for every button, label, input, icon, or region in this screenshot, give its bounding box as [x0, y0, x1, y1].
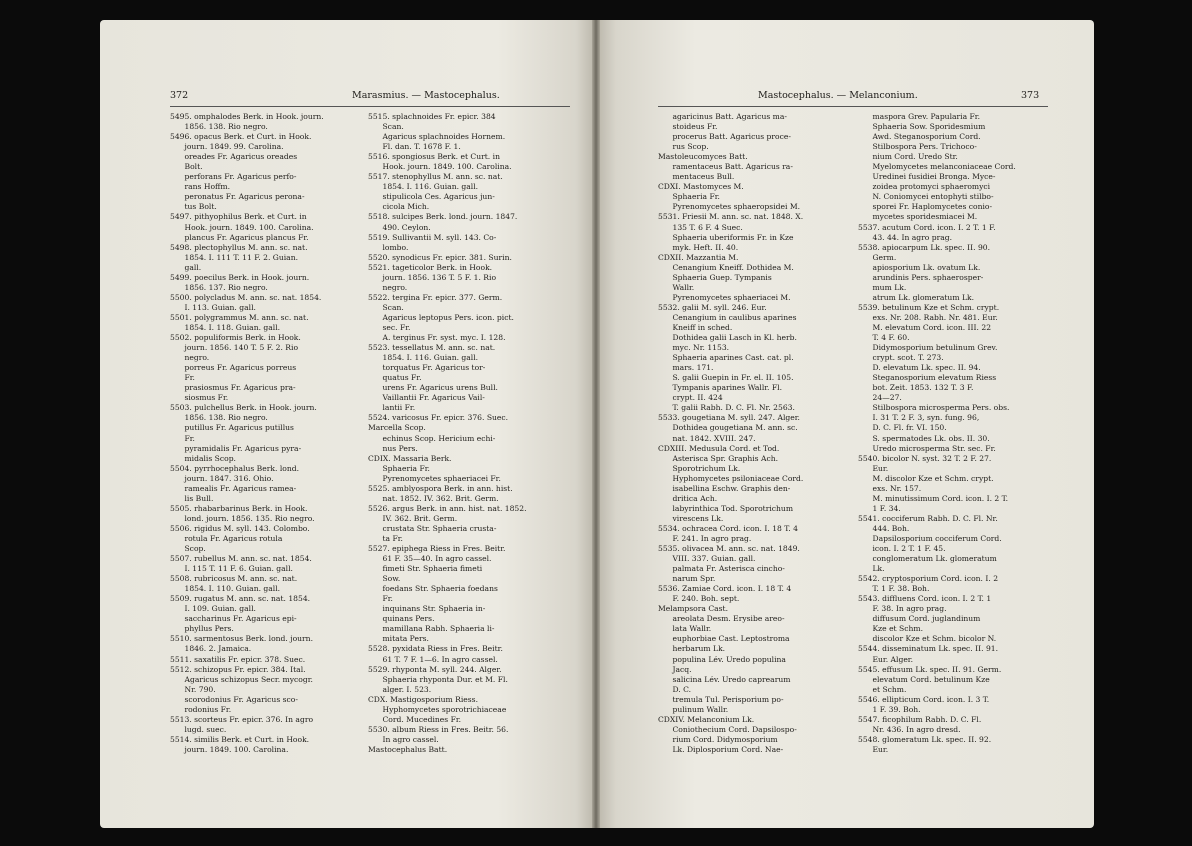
text-line: I. 115 T. 11 F. 6. Guian. gall.: [170, 564, 293, 574]
text-line: I. 31 T. 2 F. 3, syn. fung. 96,: [858, 413, 980, 423]
text-line: saccharinus Fr. Agaricus epi-: [170, 614, 297, 624]
text-line: CDXI. Mastomyces M.: [658, 182, 744, 192]
text-line: M. minutissimum Cord. icon. I. 2 T.: [858, 493, 1009, 503]
text-line: journ. 1856. 136 T. 5 F. 1. Rio: [368, 272, 497, 282]
text-line: Lk. Diplosporium Cord. Nae-: [658, 744, 784, 754]
text-line: In agro cassel.: [368, 734, 439, 744]
text-line: arundinis Pers. sphaerosper-: [858, 272, 984, 282]
text-line: 5498. plectophyllus M. ann. sc. nat.: [170, 242, 308, 252]
text-line: Mastoleucomyces Batt.: [658, 152, 748, 162]
text-line: mitata Pers.: [368, 634, 429, 644]
text-line: populina Lév. Uredo populina: [658, 654, 786, 664]
text-line: Sphaeria uberiformis Fr. in Kze: [658, 232, 794, 242]
text-line: narum Spr.: [658, 574, 716, 584]
text-line: 1854. I. 110. Guian. gall.: [170, 584, 281, 594]
text-line: S. spermatodes Lk. obs. II. 30.: [858, 433, 990, 443]
text-line: icon. I. 2 T. 1 F. 45.: [858, 544, 946, 554]
text-line: lugd. suec.: [170, 724, 227, 734]
text-line: Kze et Schm.: [858, 624, 923, 634]
text-line: 5537. acutum Cord. icon. I. 2 T. 1 F.: [858, 222, 996, 232]
text-line: crustata Str. Sphaeria crusta-: [368, 523, 497, 533]
text-line: Tympanis aparines Wallr. Fl.: [658, 383, 782, 393]
text-line: Cenangium Kneiff. Dothidea M.: [658, 262, 794, 272]
right-page-number: 373: [1021, 90, 1040, 101]
text-line: CDXII. Mazzantia M.: [658, 252, 739, 262]
right-column-1: [658, 112, 858, 755]
text-line: 5540. bicolor N. syst. 32 T. 2 F. 27.: [858, 453, 992, 463]
text-line: cicola Mich.: [368, 202, 430, 212]
text-line: tremula Tul. Perisporium po-: [658, 694, 784, 704]
text-line: tus Bolt.: [170, 202, 217, 212]
left-column-1: [170, 112, 370, 755]
text-line: Agaricus schizopus Secr. mycogr.: [170, 674, 313, 684]
right-column-2: [858, 112, 1063, 755]
text-line: T. 1 F. 38. Boh.: [858, 584, 930, 594]
right-page: [596, 20, 1094, 828]
text-line: 5517. stenophyllus M. ann. sc. nat.: [368, 172, 503, 182]
text-line: 1856. 138. Rio negro.: [170, 413, 268, 423]
text-line: crypt. scot. T. 273.: [858, 353, 944, 363]
text-line: Dothidea gougetiana M. ann. sc.: [658, 423, 798, 433]
text-line: Stilbospora Pers. Trichoco-: [858, 142, 977, 152]
text-line: 5506. rigidus M. syll. 143. Colombo.: [170, 523, 310, 533]
text-line: Cenangium in caulibus aparines: [658, 312, 797, 322]
text-line: nat. 1842. XVIII. 247.: [658, 433, 756, 443]
text-line: 490. Ceylon.: [368, 222, 431, 232]
text-line: nat. 1852. IV. 362. Brit. Germ.: [368, 493, 499, 503]
text-line: 5501. polygrammus M. ann. sc. nat.: [170, 312, 309, 322]
text-line: 5510. sarmentosus Berk. lond. journ.: [170, 634, 313, 644]
text-line: 1856. 138. Rio negro.: [170, 122, 268, 132]
text-line: 5528. pyxidata Riess in Fres. Beitr.: [368, 644, 503, 654]
text-line: crypt. II. 424: [658, 393, 723, 403]
text-line: journ. 1856. 140 T. 5 F. 2. Rio: [170, 343, 299, 353]
text-line: T. 4 F. 60.: [858, 333, 910, 343]
text-line: sporei Fr. Haplomycetes conio-: [858, 202, 993, 212]
text-line: 43. 44. In agro prag.: [858, 232, 953, 242]
text-line: 1854. I. 111 T. 11 F. 2. Guian.: [170, 252, 299, 262]
text-line: 5513. scorteus Fr. epicr. 376. In agro: [170, 714, 314, 724]
text-line: 1 F. 34.: [858, 503, 901, 513]
text-line: Pyrenomycetes sphaeriacei M.: [658, 292, 791, 302]
text-line: atrum Lk. glomeratum Lk.: [858, 292, 974, 302]
text-line: euphorbiae Cast. Leptostroma: [658, 634, 790, 644]
text-line: 5529. rhyponta M. syll. 244. Alger.: [368, 664, 502, 674]
text-line: F. 38. In agro prag.: [858, 604, 947, 614]
text-line: CDIX. Massaria Berk.: [368, 453, 452, 463]
text-line: nus Pers.: [368, 443, 418, 453]
text-line: Hook. journ. 1849. 100. Carolina.: [368, 162, 512, 172]
text-line: foedans Str. Sphaeria foedans: [368, 584, 498, 594]
text-line: Steganosporium elevatum Riess: [858, 373, 997, 383]
text-line: 5534. ochracea Cord. icon. I. 18 T. 4: [658, 523, 798, 533]
text-line: 5542. cryptosporium Cord. icon. I. 2: [858, 574, 999, 584]
text-line: stipulicola Ces. Agaricus jun-: [368, 192, 495, 202]
text-line: 5535. olivacea M. ann. sc. nat. 1849.: [658, 544, 800, 554]
text-line: Bolt.: [170, 162, 203, 172]
text-line: mycetes sporidesmiacei M.: [858, 212, 978, 222]
text-line: 1846. 2. Jamaica.: [170, 644, 252, 654]
text-line: 5514. similis Berk. et Curt. in Hook.: [170, 734, 310, 744]
text-line: T. galii Rabh. D. C. Fl. Nr. 2563.: [658, 403, 795, 413]
text-line: 5536. Zamiae Cord. icon. I. 18 T. 4: [658, 584, 792, 594]
text-line: oreades Fr. Agaricus oreades: [170, 152, 298, 162]
text-line: mum Lk.: [858, 282, 907, 292]
text-line: Nr. 790.: [170, 684, 216, 694]
text-line: 5509. rugatus M. ann. sc. nat. 1854.: [170, 594, 311, 604]
text-line: conglomeratum Lk. glomeratum: [858, 554, 997, 564]
text-line: 1854. I. 116. Guian. gall.: [368, 353, 479, 363]
text-line: 1854. I. 118. Guian. gall.: [170, 322, 281, 332]
text-line: Asterisca Spr. Graphis Ach.: [658, 453, 779, 463]
text-line: M. discolor Kze et Schm. crypt.: [858, 473, 994, 483]
text-line: Fr.: [170, 373, 195, 383]
text-line: et Schm.: [858, 684, 907, 694]
text-line: torquatus Fr. Agaricus tor-: [368, 363, 486, 373]
text-line: 5502. populiformis Berk. in Hook.: [170, 333, 301, 343]
text-line: 5519. Sullivantii M. syll. 143. Co-: [368, 232, 497, 242]
text-line: myc. Nr. 1153.: [658, 343, 730, 353]
text-line: quinans Pers.: [368, 614, 435, 624]
text-line: 61 F. 35—40. In agro cassel.: [368, 554, 492, 564]
text-line: exs. Nr. 208. Rabh. Nr. 481. Eur.: [858, 312, 998, 322]
text-line: Agaricus splachnoides Hornem.: [368, 132, 506, 142]
text-line: Lk.: [858, 564, 885, 574]
text-line: VIII. 337. Guian. gall.: [658, 554, 756, 564]
text-line: plancus Fr. Agaricus plancus Fr.: [170, 232, 309, 242]
text-line: 5504. pyrrhocephalus Berk. lond.: [170, 463, 299, 473]
text-line: pyramidalis Fr. Agaricus pyra-: [170, 443, 302, 453]
text-line: Cord. Mucedines Fr.: [368, 714, 462, 724]
text-line: zoidea protomyci sphaeromyci: [858, 182, 991, 192]
text-line: lond. journ. 1856. 135. Rio negro.: [170, 513, 315, 523]
text-line: D. C.: [658, 684, 692, 694]
text-line: 5523. tessellatus M. ann. sc. nat.: [368, 343, 496, 353]
text-line: Scan.: [368, 302, 404, 312]
text-line: Jacq.: [658, 664, 692, 674]
text-line: inquinans Str. Sphaeria in-: [368, 604, 486, 614]
text-line: gall.: [170, 262, 202, 272]
text-line: rium Cord. Didymosporium: [658, 734, 778, 744]
text-line: 5522. tergina Fr. epicr. 377. Germ.: [368, 292, 503, 302]
text-line: I. 109. Guian. gall.: [170, 604, 256, 614]
text-line: CDX. Mastigosporium Riess.: [368, 694, 478, 704]
text-line: procerus Batt. Agaricus proce-: [658, 132, 791, 142]
text-line: apiosporium Lk. ovatum Lk.: [858, 262, 981, 272]
text-line: Awd. Steganosporium Cord.: [858, 132, 981, 142]
text-line: myk. Heft. II. 40.: [658, 242, 739, 252]
text-line: Sphaeria Fr.: [658, 192, 720, 202]
text-line: Eur. Alger.: [858, 654, 914, 664]
text-line: diffusum Cord. juglandinum: [858, 614, 981, 624]
text-line: IV. 362. Brit. Germ.: [368, 513, 458, 523]
text-line: putillus Fr. Agaricus putillus: [170, 423, 294, 433]
text-line: mentaceus Bull.: [658, 172, 735, 182]
text-line: Scan.: [368, 122, 404, 132]
left-running-head: Marasmius. — Mastocephalus.: [352, 90, 500, 101]
text-line: Sphaeria aparines Cast. cat. pl.: [658, 353, 794, 363]
text-line: CDXIV. Melanconium Lk.: [658, 714, 755, 724]
text-line: Myelomycetes melanconiaceae Cord.: [858, 162, 1016, 172]
text-line: 5516. spongiosus Berk. et Curt. in: [368, 152, 500, 162]
text-line: urens Fr. Agaricus urens Bull.: [368, 383, 498, 393]
text-line: I. 113. Guian. gall.: [170, 302, 256, 312]
text-line: 5507. rubellus M. ann. sc. nat. 1854.: [170, 554, 312, 564]
text-line: Hyphomycetes psiloniaceae Cord.: [658, 473, 804, 483]
text-line: 1 F. 39. Boh.: [858, 704, 921, 714]
text-line: discolor Kze et Schm. bicolor N.: [858, 634, 997, 644]
left-column-2: [368, 112, 573, 755]
text-line: ramentaceus Batt. Agaricus ra-: [658, 162, 793, 172]
text-line: Wallr.: [658, 282, 695, 292]
text-line: Eur.: [858, 463, 889, 473]
text-line: isabellina Eschw. Graphis den-: [658, 483, 791, 493]
left-header-rule: [170, 106, 570, 107]
text-line: Uredinei fusidiei Bronga. Myce-: [858, 172, 996, 182]
text-line: 5515. splachnoides Fr. epicr. 384: [368, 112, 496, 121]
right-running-head: Mastocephalus. — Melanconium.: [758, 90, 918, 101]
text-line: Dothidea galii Lasch in Kl. herb.: [658, 333, 797, 343]
text-line: rans Hoffm.: [170, 182, 231, 192]
text-line: 5533. gougetiana M. syll. 247. Alger.: [658, 413, 800, 423]
text-line: areolata Desm. Erysibe areo-: [658, 614, 785, 624]
text-line: Fr.: [170, 433, 195, 443]
text-line: scorodonius Fr. Agaricus sco-: [170, 694, 298, 704]
text-line: fimeti Str. Sphaeria fimeti: [368, 564, 483, 574]
text-line: virescens Lk.: [658, 513, 724, 523]
text-line: 5511. saxatilis Fr. epicr. 378. Suec.: [170, 654, 306, 664]
text-line: F. 241. In agro prag.: [658, 533, 752, 543]
text-line: 5527. epiphega Riess in Fres. Beitr.: [368, 544, 506, 554]
text-line: agaricinus Batt. Agaricus ma-: [658, 112, 787, 121]
text-line: Coniothecium Cord. Dapsilospo-: [658, 724, 797, 734]
text-line: negro.: [368, 282, 408, 292]
text-line: Sphaeria rhyponta Dur. et M. Fl.: [368, 674, 508, 684]
text-line: N. Coniomycei entophyti stilbo-: [858, 192, 994, 202]
text-line: D. elevatum Lk. spec. II. 94.: [858, 363, 981, 373]
text-line: exs. Nr. 157.: [858, 483, 922, 493]
text-line: lantii Fr.: [368, 403, 416, 413]
text-line: Fl. dan. T. 1678 F. 1.: [368, 142, 461, 152]
text-line: 5496. opacus Berk. et Curt. in Hook.: [170, 132, 312, 142]
text-line: 5495. omphalodes Berk. in Hook. journ.: [170, 112, 324, 121]
text-line: prasiosmus Fr. Agaricus pra-: [170, 383, 296, 393]
text-line: 5531. Friesii M. ann. sc. nat. 1848. X.: [658, 212, 804, 222]
text-line: 5508. rubricosus M. ann. sc. nat.: [170, 574, 298, 584]
text-line: 5505. rhabarbarinus Berk. in Hook.: [170, 503, 308, 513]
text-line: 5543. diffluens Cord. icon. I. 2 T. 1: [858, 594, 992, 604]
text-line: Eur.: [858, 744, 889, 754]
text-line: elevatum Cord. betulinum Kze: [858, 674, 990, 684]
text-line: 5518. sulcipes Berk. lond. journ. 1847.: [368, 212, 518, 222]
text-line: rotula Fr. Agaricus rotula: [170, 533, 283, 543]
text-line: palmata Fr. Asterisca cincho-: [658, 564, 785, 574]
text-line: ta Fr.: [368, 533, 403, 543]
text-line: mars. 171.: [658, 363, 714, 373]
text-line: Kneiff in sched.: [658, 322, 733, 332]
text-line: Marcella Scop.: [368, 423, 426, 433]
text-line: pulinum Wallr.: [658, 704, 729, 714]
text-line: Sphaeria Fr.: [368, 463, 430, 473]
text-line: Melampsora Cast.: [658, 604, 729, 614]
text-line: mamillana Rabh. Sphaeria li-: [368, 624, 495, 634]
text-line: Scop.: [170, 544, 206, 554]
text-line: Didymosporium betulinum Grev.: [858, 343, 998, 353]
text-line: sec. Fr.: [368, 322, 411, 332]
text-line: 1854. I. 116. Guian. gall.: [368, 182, 479, 192]
text-line: midalis Scop.: [170, 453, 236, 463]
text-line: Sphaeria Guep. Tympanis: [658, 272, 772, 282]
text-line: CDXIII. Medusula Cord. et Tod.: [658, 443, 780, 453]
text-line: Sphaeria Sow. Sporidesmium: [858, 122, 986, 132]
text-line: bot. Zeit. 1853. 132 T. 3 F.: [858, 383, 974, 393]
text-line: 5538. apiocarpum Lk. spec. II. 90.: [858, 242, 991, 252]
text-line: 135 T. 6 F. 4 Suec.: [658, 222, 743, 232]
text-line: journ. 1849. 99. Carolina.: [170, 142, 284, 152]
text-line: Sporotrichum Lk.: [658, 463, 741, 473]
text-line: 5547. ficophilum Rabh. D. C. Fl.: [858, 714, 982, 724]
text-line: 5503. pulchellus Berk. in Hook. journ.: [170, 403, 317, 413]
text-line: Sow.: [368, 574, 401, 584]
text-line: 5521. tageticolor Berk. in Hook.: [368, 262, 493, 272]
text-line: porreus Fr. Agaricus porreus: [170, 363, 297, 373]
text-line: 24—27.: [858, 393, 902, 403]
text-line: phyllus Pers.: [170, 624, 234, 634]
text-line: Pyrenomycetes sphaeriacei Fr.: [368, 473, 501, 483]
text-line: Mastocephalus Batt.: [368, 744, 448, 754]
text-line: peronatus Fr. Agaricus perona-: [170, 192, 305, 202]
text-line: 444. Boh.: [858, 523, 910, 533]
text-line: perforans Fr. Agaricus perfo-: [170, 172, 297, 182]
text-line: rus Scop.: [658, 142, 709, 152]
text-line: Fr.: [368, 594, 393, 604]
text-line: Hyphomycetes sporotrichiaceae: [368, 704, 507, 714]
text-line: stoideus Fr.: [658, 122, 718, 132]
text-line: rodonius Fr.: [170, 704, 232, 714]
left-page: [100, 20, 596, 828]
text-line: 5497. pithyophilus Berk. et Curt. in: [170, 212, 307, 222]
text-line: 5525. amblyospora Berk. in ann. hist.: [368, 483, 513, 493]
text-line: F. 240. Boh. sept.: [658, 594, 740, 604]
text-line: 5512. schizopus Fr. epicr. 384. Ital.: [170, 664, 306, 674]
text-line: 5520. synodicus Fr. epicr. 381. Surin.: [368, 252, 512, 262]
text-line: 5500. polycladus M. ann. sc. nat. 1854.: [170, 292, 322, 302]
text-line: salicina Lév. Uredo caprearum: [658, 674, 791, 684]
text-line: herbarum Lk.: [658, 644, 726, 654]
text-line: S. galii Guepin in Fr. el. II. 105.: [658, 373, 794, 383]
text-line: 5530. album Riess in Fres. Beitr. 56.: [368, 724, 509, 734]
text-line: labyrinthica Tod. Sporotrichum: [658, 503, 794, 513]
text-line: quatus Fr.: [368, 373, 422, 383]
text-line: A. terginus Fr. syst. myc. I. 128.: [368, 333, 506, 343]
text-line: 1856. 137. Rio negro.: [170, 282, 268, 292]
text-line: D. C. Fl. fr. VI. 150.: [858, 423, 947, 433]
text-line: 5532. galii M. syll. 246. Eur.: [658, 302, 767, 312]
text-line: siosmus Fr.: [170, 393, 229, 403]
text-line: Nr. 436. In agro dresd.: [858, 724, 961, 734]
text-line: Pyrenomycetes sphaeropsidei M.: [658, 202, 801, 212]
text-line: 5499. poecilus Berk. in Hook. journ.: [170, 272, 310, 282]
text-line: 5524. varicosus Fr. epicr. 376. Suec.: [368, 413, 509, 423]
text-line: 5548. glomeratum Lk. spec. II. 92.: [858, 734, 992, 744]
text-line: 5544. disseminatum Lk. spec. II. 91.: [858, 644, 999, 654]
text-line: Agaricus leptopus Pers. icon. pict.: [368, 312, 514, 322]
text-line: ramealis Fr. Agaricus ramea-: [170, 483, 297, 493]
text-line: 5526. argus Berk. in ann. hist. nat. 1852.: [368, 503, 527, 513]
text-line: Vaillantii Fr. Agaricus Vail-: [368, 393, 485, 403]
text-line: echinus Scop. Hericium echi-: [368, 433, 496, 443]
text-line: journ. 1847. 316. Ohio.: [170, 473, 274, 483]
left-page-number: 372: [170, 90, 189, 101]
text-line: alger. I. 523.: [368, 684, 432, 694]
text-line: negro.: [170, 353, 210, 363]
text-line: 5545. effusum Lk. spec. II. 91. Germ.: [858, 664, 1002, 674]
text-line: lombo.: [368, 242, 409, 252]
text-line: 61 T. 7 F. 1—6. In agro cassel.: [368, 654, 498, 664]
text-line: Stilbospora microsperma Pers. obs.: [858, 403, 1010, 413]
book-gutter: [592, 20, 600, 828]
text-line: 5539. betulinum Kze et Schm. crypt.: [858, 302, 1000, 312]
text-line: lata Wallr.: [658, 624, 712, 634]
text-line: journ. 1849. 100. Carolina.: [170, 744, 289, 754]
text-line: maspora Grev. Papularia Fr.: [858, 112, 980, 121]
right-header-rule: [658, 106, 1048, 107]
text-line: Uredo microsperma Str. sec. Fr.: [858, 443, 996, 453]
text-line: Hook. journ. 1849. 100. Carolina.: [170, 222, 314, 232]
text-line: nium Cord. Uredo Str.: [858, 152, 958, 162]
text-line: Dapsilosporium cocciferum Cord.: [858, 533, 1002, 543]
text-line: 5546. ellipticum Cord. icon. I. 3 T.: [858, 694, 990, 704]
text-line: M. elevatum Cord. icon. III. 22: [858, 322, 992, 332]
text-line: Germ.: [858, 252, 897, 262]
text-line: lis Bull.: [170, 493, 214, 503]
text-line: 5541. cocciferum Rabh. D. C. Fl. Nr.: [858, 513, 998, 523]
text-line: dritica Ach.: [658, 493, 718, 503]
